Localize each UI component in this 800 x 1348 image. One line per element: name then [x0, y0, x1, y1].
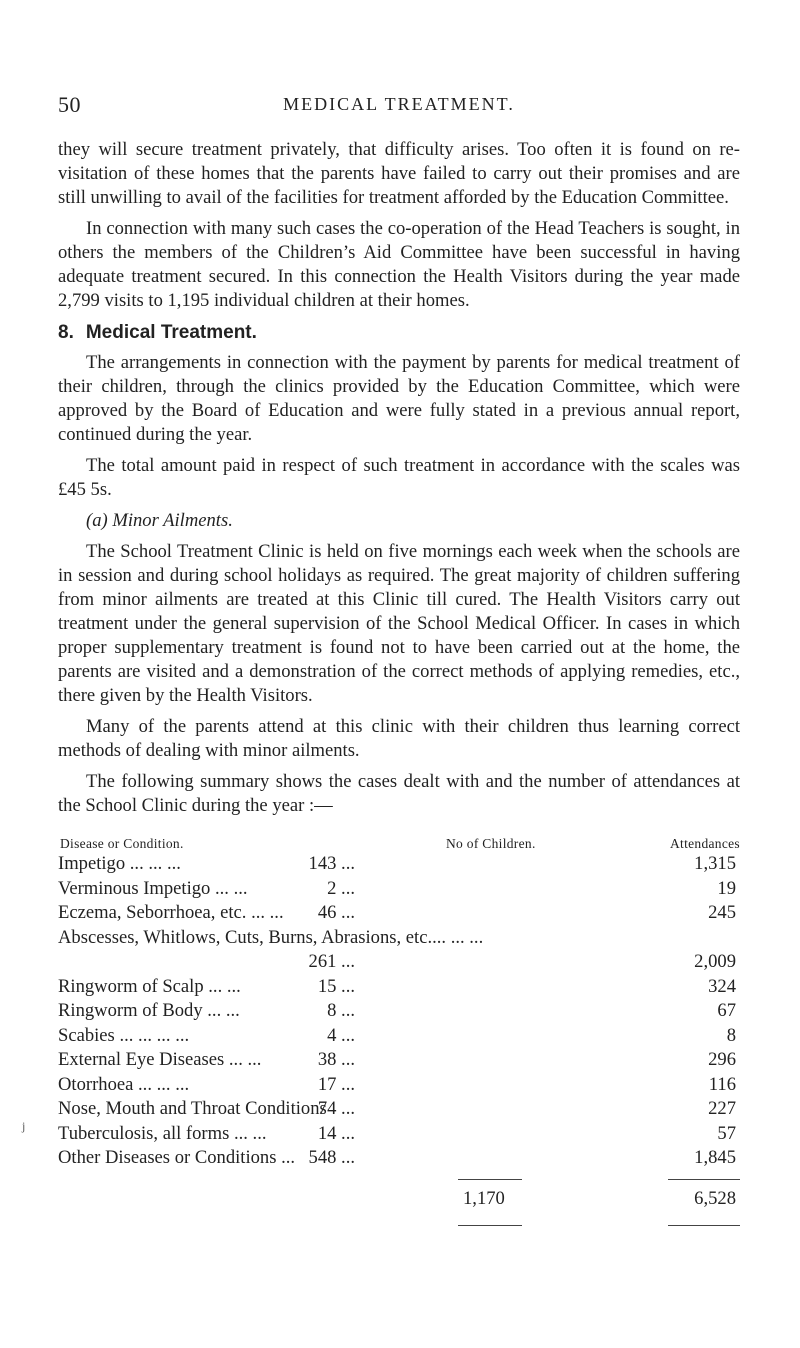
cell-children: 143 ...	[308, 853, 355, 874]
cell-children: 2 ...	[327, 877, 355, 899]
table-row	[58, 1097, 740, 1122]
subsection-title: Minor Ailments.	[112, 510, 233, 531]
paragraph-intro-1: they will secure treatment privately, that difficulty arises. Too often it is found on re-visitation of these homes that the parents have failed to carry out their promises and are still unwilling to avail of the facilities for treatment afforded by the Education Committee.	[58, 139, 740, 208]
cell-children: 38 ...	[317, 1049, 355, 1070]
cell-attendances: 245	[708, 902, 736, 923]
cell-condition: Scabies ... ... ... ...	[58, 1024, 190, 1046]
cell-attendances: 227	[708, 1098, 736, 1119]
cell-attendances: 296	[708, 1049, 736, 1070]
paragraph-section-2: The total amount paid in respect of such treatment in accordance with the scales was £45 5s.	[58, 455, 740, 500]
paragraph-sub-2: Many of the parents attend at this clinic with their children thus learning correct methods of dealing with minor ailments.	[58, 716, 740, 761]
cell-children: 46 ...	[317, 902, 355, 923]
paragraph-sub-1: The School Treatment Clinic is held on five mornings each week when the schools are in session and during school holidays as required. The great majority of children suffering from minor ailments are treated at this Clinic till cured. The Health Visitors carry out treatment under the general supervision of the School Medical Officer. In cases in which proper supplementary treatment is found not to have been carried out at the home, the parents are visited and a demonstration of the correct methods of applying remedies, etc., there given by the Health Visitors.	[58, 541, 740, 706]
table-row	[58, 926, 740, 975]
cell-condition: Impetigo ... ... ...	[58, 853, 181, 874]
cell-attendances: 2,009	[694, 950, 736, 972]
margin-mark: j	[22, 1119, 26, 1133]
cell-attendances: 8	[726, 1024, 736, 1046]
cell-attendances: 19	[717, 877, 736, 899]
table-row	[58, 1048, 740, 1073]
cell-condition: Verminous Impetigo ... ...	[58, 877, 248, 899]
cell-children: 548 ...	[308, 1147, 355, 1168]
table-row	[58, 877, 740, 902]
cell-attendances: 1,315	[694, 853, 736, 874]
rule-attendances-top	[668, 1179, 740, 1180]
cell-attendances: 1,845	[694, 1147, 736, 1168]
table-row	[58, 975, 740, 1000]
table-row	[58, 1073, 740, 1098]
table-row	[58, 1146, 740, 1171]
table-totals	[58, 1177, 740, 1233]
cell-condition: Otorrhoea ... ... ...	[58, 1073, 190, 1095]
section-heading	[58, 321, 740, 345]
cell-condition: Eczema, Seborrhoea, etc. ... ...	[58, 902, 284, 923]
header-children: No of Children.	[446, 836, 536, 851]
cell-children: 15 ...	[317, 975, 355, 997]
running-title: MEDICAL TREATMENT.	[283, 94, 515, 114]
rule-children-top	[458, 1179, 522, 1180]
table-header	[58, 828, 740, 852]
cell-children: 4 ...	[327, 1024, 355, 1046]
cell-condition: Ringworm of Scalp ... ...	[58, 975, 241, 997]
table-row	[58, 852, 740, 877]
total-children: 1,170	[463, 1187, 505, 1209]
cell-attendances: 57	[717, 1122, 736, 1144]
header-attendances: Attendances	[669, 836, 740, 851]
paragraph-section-1: The arrangements in connection with the payment by parents for medical treatment of their children, through the clinics provided by the Education Committee, which were approved by the Board of Education and were fully stated in a previous annual report, continued during the year.	[58, 352, 740, 445]
cell-condition: Other Diseases or Conditions ...	[58, 1147, 296, 1168]
page-number: 50	[58, 92, 81, 117]
cell-attendances: 116	[708, 1073, 736, 1095]
subsection-heading	[58, 509, 740, 533]
cell-attendances: 67	[717, 1000, 736, 1021]
header-condition: Disease or Condition.	[60, 836, 184, 851]
cell-condition: Ringworm of Body ... ...	[58, 1000, 240, 1021]
paragraph-intro-2: In connection with many such cases the co-operation of the Head Teachers is sought, in others the members of the Children’s Aid Committee have been successful in having adequate treatment secured. In this connection the Health Visitors during the year made 2,799 visits to 1,195 individual children at their homes.	[58, 218, 740, 311]
section-number: 8.	[58, 322, 74, 343]
cell-condition: Abscesses, Whitlows, Cuts, Burns, Abrasions, etc.... ... ...	[58, 926, 484, 948]
cell-children: 17 ...	[317, 1073, 355, 1095]
cell-condition: Nose, Mouth and Throat Conditions	[58, 1098, 327, 1119]
cell-condition: External Eye Diseases ... ...	[58, 1049, 262, 1070]
rule-attendances-bottom	[668, 1225, 740, 1226]
total-attendances: 6,528	[694, 1187, 736, 1209]
cell-attendances: 324	[708, 975, 736, 997]
cell-children: 74 ...	[317, 1098, 355, 1119]
page-header	[58, 92, 740, 122]
cell-children: 8 ...	[327, 1000, 355, 1021]
subsection-letter: (a)	[86, 510, 108, 531]
rule-children-bottom	[458, 1225, 522, 1226]
section-title: Medical Treatment.	[85, 322, 257, 343]
cell-children: 14 ...	[317, 1122, 355, 1144]
cell-children: 261 ...	[308, 950, 355, 972]
table-row	[58, 999, 740, 1024]
table-row	[58, 1122, 740, 1147]
page-body	[58, 138, 740, 1233]
table-row	[58, 901, 740, 926]
attendance-table	[58, 828, 740, 1233]
paragraph-sub-3: The following summary shows the cases dealt with and the number of attendances at the School Clinic during the year :—	[58, 771, 740, 816]
table-row	[58, 1024, 740, 1049]
cell-condition: Tuberculosis, all forms ... ...	[58, 1122, 267, 1144]
